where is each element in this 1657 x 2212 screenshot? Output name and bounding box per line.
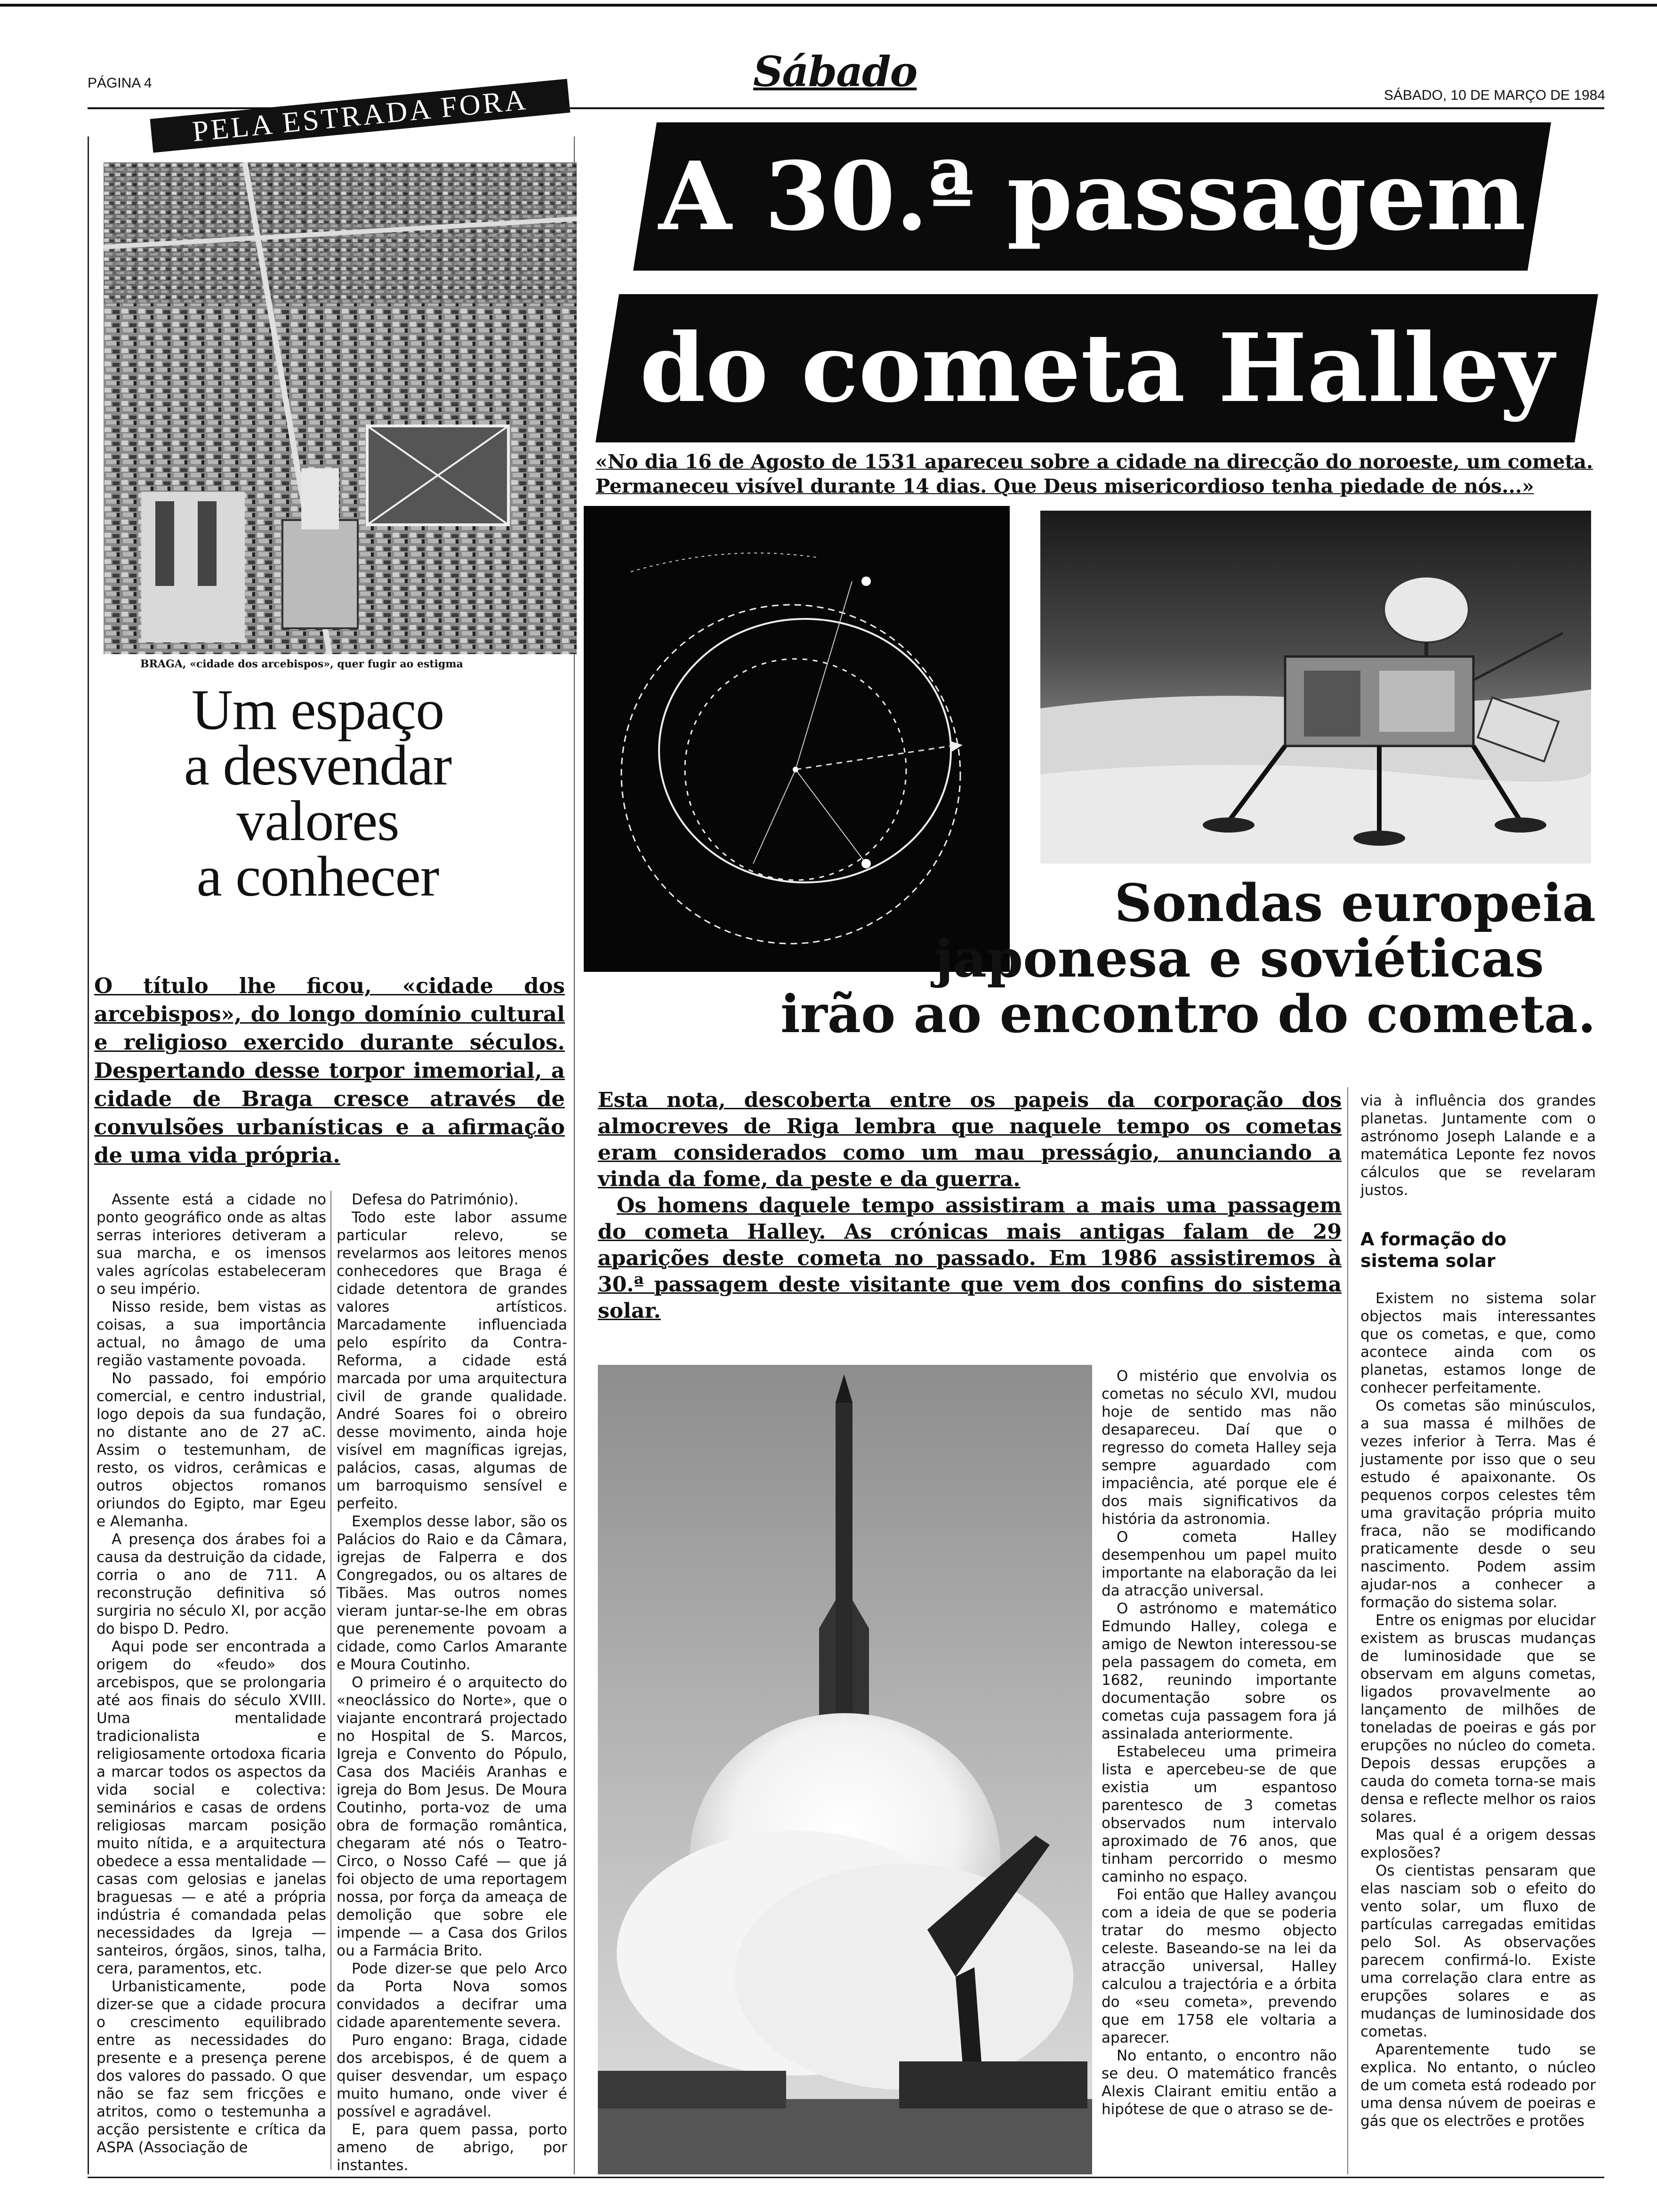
main-headline-line2 [595,294,1598,442]
left-headline [118,678,518,908]
paragraph: Existem no sistema solar objectos mais interessantes que os cometas, e que, como acontece ainda com os planetas, estamos longe de conhecer perfeitamente. [1360,1290,1596,1396]
paragraph: Exemplos desse labor, são os Palácios do Raio e da Câmara, igrejas de Falperra e dos Congregados, ou os altares de Tibães. Mas outros nomes vieram juntar-se-lhe em obras que perenemente povoam a cidade, como Carlos Amarante e Moura Coutinho. [337,1513,567,1673]
paragraph: Os cometas são minúsculos, a sua massa é milhões de vezes inferior à Terra. Mas é justamente por isso que o seu estudo é apaixonante. Os pequenos corpos celestes têm uma gravitação própria muito fraca, não se modificando praticamente desde o seu nascimento. Podem assim ajudar-nos a conhecer a formação do sistema solar. [1360,1397,1596,1611]
headline-text: do cometa Halley [639,313,1554,424]
braga-aerial-photo [104,162,577,654]
paragraph: via à influência dos grandes planetas. Juntamente com o astrónomo Joseph Lalande e a matemática Leponte fez novos cálculos que se revelaram justos. [1360,1092,1596,1199]
left-kicker: O título lhe ficou, «cidade dos arcebispos», do longo domínio cultural e religioso exercido durante séculos. Despertando desse torpor imemorial, a cidade de Braga cresce através de convulsões urbanísticas e a afirmação de uma vida própria. [94,973,565,1168]
photo-caption: BRAGA, «cidade dos arcebispos», quer fugir ao estigma [140,658,463,670]
right-lead [598,1087,1342,1324]
paragraph: Defesa do Património). [352,1191,519,1208]
paragraph: Puro engano: Braga, cidade dos arcebispos, é de quem a quiser desvendar, um espaço muito humano, onde viver é possível e agradável. [337,2032,567,2120]
issue-date: SÁBADO, 10 DE MARÇO DE 1984 [1384,88,1605,103]
paragraph: Aqui pode ser encontrada a origem do «feudo» dos arcebispos, que se prolongaria até aos finais do século XVIII. Uma mentalidade tradicionalista e religiosamente ortodoxa ficaria a marcar todos os aspectos da vida social e colectiva: seminários e casas de ordens religiosas marcam posição muito nítida, e a arquitectura obedece a essa mentalidade — casas com gelosias e janelas braguesas — e até a própria indústria é comandada pelas necessidades da Igreja — santeiros, órgãos, sinos, talha, cera, paramentos, etc. [97,1638,326,1977]
paragraph: O mistério que envolvia os cometas no século XVI, mudou hoje de sentido mas não desapareceu. Daí que o regresso do cometa Halley seja sempre aguardado com impaciência, até porque ele é dos mais significativos da história da astronomia. [1102,1368,1337,1528]
paragraph: Nisso reside, bem vistas as coisas, a sua importância actual, no âmago de uma região vastamente povoada. [97,1298,326,1369]
paragraph: Urbanisticamente, pode dizer-se que a cidade procura o crescimento equilibrado entre as necessidades do presente e a presença perene dos valores do passado. O que não se faz sem fricções e atritos, como o testemunha a acção persistente e crítica da ASPA (Associação de [97,1978,326,2156]
paragraph: Pode dizer-se que pelo Arco da Porta Nova somos convidados a decifrar uma cidade aparentemente severa. [337,1960,567,2031]
top-rule [0,4,1657,7]
rocket-image [598,1365,1092,2174]
lead-quote: «No dia 16 de Agosto de 1531 apareceu sobre a cidade na direcção do noroeste, um cometa. Permaneceu visível durante 14 dias. Que Deus misericordioso tenha piedade de nós...» [595,450,1593,497]
left-headline-line: valores [236,789,399,853]
left-headline-line: Um espaço [191,678,444,742]
paragraph: Os cientistas pensaram que elas nasciam sob o efeito do vento solar, um fluxo de partículas carregadas emitidas pelo Sol. As observações parecem confirmá-lo. Existe uma correlação clara entre as erupções solares e as mudanças de luminosidade dos cometas. [1360,1862,1596,2040]
right-col-b-top [1360,1092,1596,1199]
paragraph: No entanto, o encontro não se deu. O matemático francês Alexis Clairant emitiu então a hipótese de que o atraso se de- [1102,2047,1337,2118]
right-headline-line: irão ao encontro do cometa. [780,984,1596,1044]
paragraph: A presença dos árabes foi a causa da destruição da cidade, corria o ano de 711. A reconstrução definitiva só surgiria no século XI, por acção do bispo D. Pedro. [97,1531,326,1637]
page-number: PÁGINA 4 [88,75,152,91]
right-headline-line: Sondas europeia [1114,873,1596,933]
right-headline [593,875,1596,1042]
right-col-a [1102,1367,1337,2118]
paragraph: O astrónomo e matemático Edmundo Halley, colega e amigo de Newton interessou-se pela passagem do cometa, em 1682, reunindo importante documentação sobre os cometas cuja passagem fora já assinalada anteriormente. [1102,1600,1337,1742]
paragraph: Mas qual é a origem dessas explosões? [1360,1827,1596,1861]
right-headline-line: japonesa e soviéticas [934,928,1544,989]
headline-text: A 30.ª passagem [658,141,1526,252]
left-body-col1 [97,1191,326,2156]
paragraph: Estabeleceu uma primeira lista e apercebeu-se de que existia um espantoso parentesco de 3 cometas observados num intervalo aproximado de 76 anos, que tinham percorrido o mesmo caminho no espaço. [1102,1743,1337,1885]
paragraph: Todo este labor assume particular relevo, se revelarmos aos leitores menos conhecedores que Braga é cidade detentora de grandes valores artísticos. Marcadamente influenciada pelo espírito da Contra-Reforma, a cidade está marcada por uma arquitectura civil de grande qualidade. André Soares foi o obreiro desse movimento, ainda hoje visível em magníficas igrejas, palácios, casas, algumas de um barroquismo sensível e perfeito. [337,1209,567,1512]
right-col-b [1360,1290,1596,2130]
left-headline-line: a conhecer [196,845,439,908]
paragraph: Aparentemente tudo se explica. No entanto, o núcleo de um cometa está rodeado por uma densa núvem de poeiras e gás que os electrões e protões [1360,2041,1596,2130]
paragraph: O primeiro é o arquitecto do «neoclássico do Norte», que o viajante encontrará projectado no Hospital de S. Marcos, Igreja e Convento do Pópulo, Casa dos Maciéis Aranhas e igreja do Bom Jesus. De Moura Coutinho, porta-voz de uma obra de formação romântica, chegaram até nós o Teatro-Circo, o Nosso Café — que já foi objecto de uma reportagem nossa, por força da ameaça de demolição que sobre ele impende — a Casa dos Grilos ou a Farmácia Brito. [337,1674,567,1959]
braga-city-image [104,162,577,654]
paragraph: Assente está a cidade no ponto geográfico onde as altas serras interiores detiveram a sua marcha, e os imensos vales agrícolas estabeleceram o seu império. [97,1191,326,1298]
space-probe-photo [1040,511,1591,864]
lead-paragraph: Os homens daquele tempo assistiram a mais uma passagem do cometa Halley. As crónicas mais antigas falam de 29 aparições deste cometa no passado. Em 1986 assistiremos à 30.ª passagem deste visitante que vem dos confins do sistema solar. [598,1194,1342,1323]
main-headline-line1 [633,122,1551,271]
newspaper-logo: Sábado [753,47,917,96]
paragraph: Entre os enigmas por elucidar existem as bruscas mudanças de luminosidade que se observam em alguns cometas, ligados provavelmente ao lançamento de milhões de toneladas de poeiras e gás por erupções no núcleo do cometa. Depois dessas erupções a cauda do cometa torna-se mais densa e reflecte melhor os raios solares. [1360,1612,1596,1826]
bottom-rule [88,2177,1604,2178]
lander-image [1040,511,1591,864]
paragraph: E, para quem passa, porto ameno de abrigo, por instantes. [337,2121,567,2174]
left-body-col2 [337,1191,567,2174]
section-banner: PELA ESTRADA FORA [150,79,571,153]
section-subhead: A formação do sistema solar [1360,1229,1507,1271]
column-divider [330,1191,331,2170]
column-divider [1347,1087,1348,2174]
paragraph: O cometa Halley desempenhou um papel muito importante na elaboração da lei da atracção universal. [1102,1529,1337,1599]
lead-paragraph: Esta nota, descoberta entre os papeis da corporação dos almocreves de Riga lembra que naquele tempo os cometas eram considerados como um mau presságio, anunciando a vinda da fome, da peste e da guerra. [598,1088,1342,1191]
rocket-launch-photo [598,1365,1092,2174]
left-headline-line: a desvendar [184,734,452,797]
paragraph: Foi então que Halley avançou com a ideia de que se poderia tratar do mesmo objecto celeste. Baseando-se na lei da atracção universal, Halley calculou a trajectória e a órbita do «seu cometa», prevendo que em 1758 ele voltaria a aparecer. [1102,1886,1337,2046]
paragraph: No passado, foi empório comercial, e centro industrial, logo depois da sua fundação, no distante ano de 27 aC. Assim o testemunham, de resto, os vidros, cerâmicas e outros objectos romanos oriundos do Egipto, mar Egeu e Alemanha. [97,1370,326,1530]
